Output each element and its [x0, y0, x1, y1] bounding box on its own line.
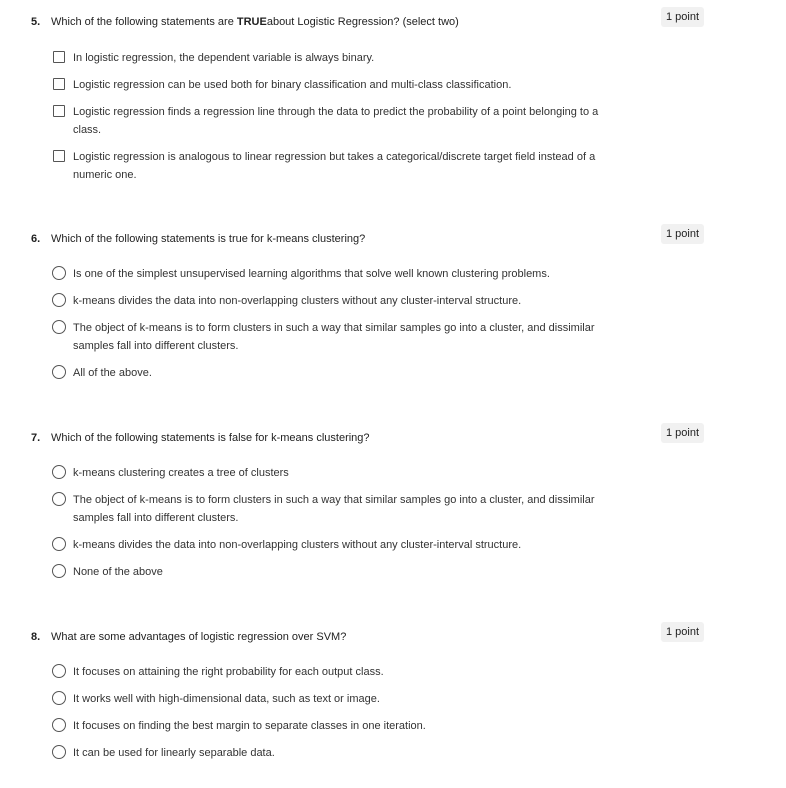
- option-label[interactable]: It focuses on finding the best margin to separate classes in one iteration.: [73, 720, 426, 732]
- question-number: 7.: [31, 432, 41, 444]
- radio-button[interactable]: [52, 320, 66, 334]
- option-label[interactable]: It can be used for linearly separable data.: [73, 747, 275, 759]
- option-label[interactable]: In logistic regression, the dependent variable is always binary.: [73, 52, 375, 64]
- points-badge: 1 point: [661, 622, 704, 642]
- question-text: [51, 14, 631, 30]
- option-label[interactable]: The object of k-means is to form clusters in such a way that similar samples go into a cluster, and dissimilar samples fall into different clusters.: [73, 322, 595, 352]
- option-label[interactable]: k-means clustering creates a tree of clusters: [73, 467, 289, 479]
- radio-button[interactable]: [52, 564, 66, 578]
- question-text: Which of the following statements is true for k-means clustering?: [51, 233, 366, 245]
- question-number: 5.: [31, 16, 41, 28]
- question-text-part: about Logistic Regression? (select two): [266, 16, 459, 28]
- question-7: [0, 427, 786, 578]
- checkbox[interactable]: [53, 150, 65, 162]
- option-label[interactable]: Logistic regression can be used both for binary classification and multi-class classification.: [73, 79, 512, 91]
- option-label[interactable]: Logistic regression finds a regression line through the data to predict the probability of a point belonging to a class.: [73, 106, 599, 136]
- option-label[interactable]: It works well with high-dimensional data, such as text or image.: [73, 693, 380, 705]
- question-text-emphasis: TRUE: [236, 16, 267, 28]
- radio-button[interactable]: [52, 465, 66, 479]
- question-6: [0, 228, 786, 379]
- radio-button[interactable]: [52, 293, 66, 307]
- points-badge: 1 point: [661, 423, 704, 443]
- question-number: 8.: [31, 631, 41, 643]
- radio-button[interactable]: [52, 691, 66, 705]
- radio-button[interactable]: [52, 745, 66, 759]
- question-header: [0, 228, 786, 255]
- checkbox[interactable]: [53, 51, 65, 63]
- option-label[interactable]: It focuses on attaining the right probability for each output class.: [73, 666, 384, 678]
- question-header: [0, 427, 786, 454]
- option-label[interactable]: Is one of the simplest unsupervised learning algorithms that solve well known clustering problems.: [73, 268, 550, 280]
- option-label[interactable]: k-means divides the data into non-overlapping clusters without any cluster-interval structure.: [73, 539, 522, 551]
- radio-button[interactable]: [52, 365, 66, 379]
- points-badge: 1 point: [661, 224, 704, 244]
- radio-button[interactable]: [52, 664, 66, 678]
- radio-button[interactable]: [52, 718, 66, 732]
- question-header: [0, 11, 786, 38]
- radio-button[interactable]: [52, 537, 66, 551]
- option-label[interactable]: None of the above: [73, 566, 163, 578]
- option-label[interactable]: All of the above.: [73, 367, 152, 379]
- question-text: What are some advantages of logistic regression over SVM?: [51, 631, 347, 643]
- radio-button[interactable]: [52, 266, 66, 280]
- radio-button[interactable]: [52, 492, 66, 506]
- points-badge: 1 point: [661, 7, 704, 27]
- question-text: Which of the following statements is false for k-means clustering?: [51, 432, 370, 444]
- option-label[interactable]: The object of k-means is to form clusters in such a way that similar samples go into a cluster, and dissimilar samples fall into different clusters.: [73, 494, 595, 524]
- checkbox[interactable]: [53, 105, 65, 117]
- question-header: [0, 626, 786, 653]
- option-label[interactable]: k-means divides the data into non-overlapping clusters without any cluster-interval structure.: [73, 295, 522, 307]
- question-number: 6.: [31, 233, 41, 245]
- question-5: [0, 11, 786, 181]
- option-label[interactable]: Logistic regression is analogous to linear regression but takes a categorical/discrete target field instead of a numeric one.: [73, 151, 596, 181]
- question-8: [0, 626, 786, 759]
- question-text-part: Which of the following statements are: [51, 16, 237, 28]
- checkbox[interactable]: [53, 78, 65, 90]
